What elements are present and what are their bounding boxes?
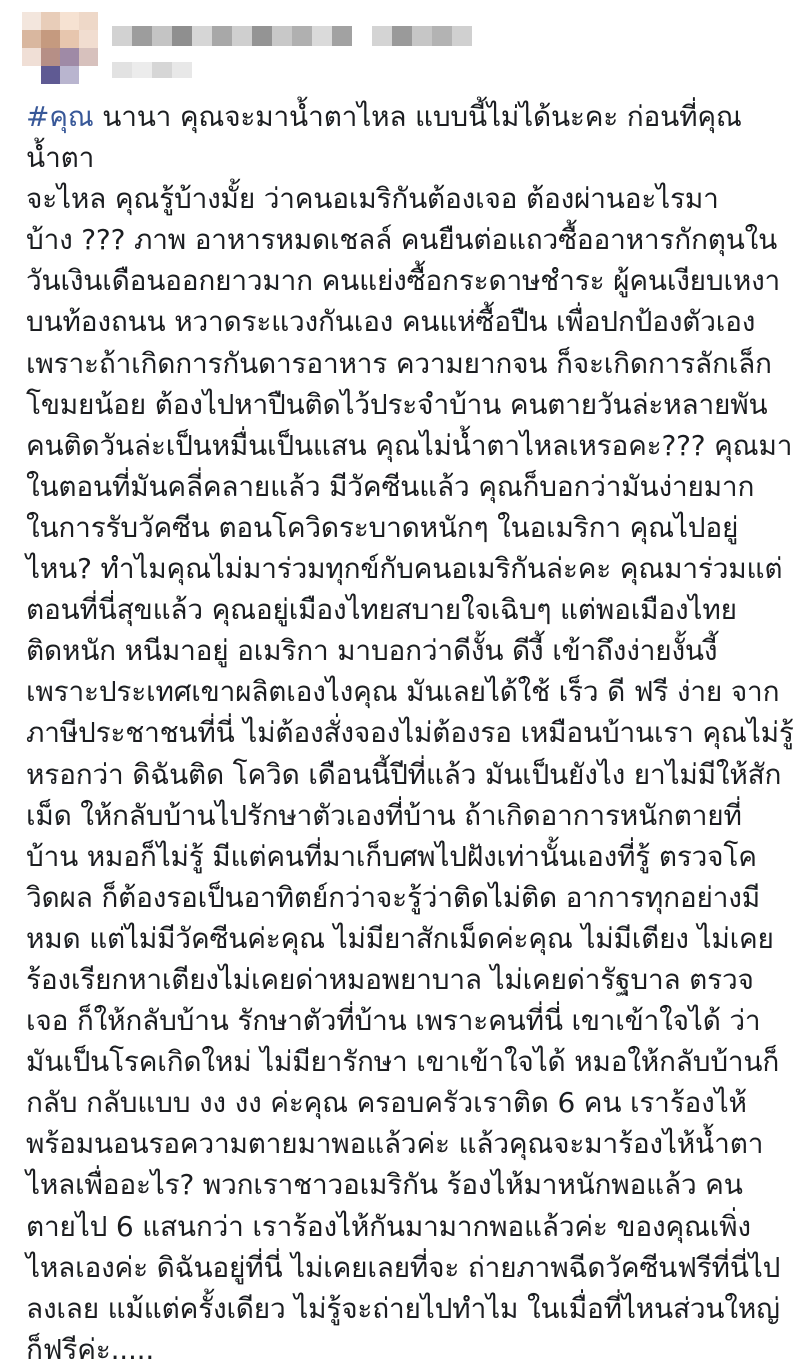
hashtag-link[interactable]: #คุณ: [26, 100, 94, 133]
post-body: [26, 96, 794, 1366]
post-header: [0, 0, 800, 95]
avatar[interactable]: [22, 12, 98, 84]
post-message: นานา คุณจะมาน้ำตาไหล แบบนี้ไม่ได้นะคะ ก่อนที่คุณน้ำตา จะไหล คุณรู้บ้างมั้ย ว่าคนอเมริกันต้องเจอ ต้องผ่านอะไรมา บ้าง ??? ภาพ อาหารหมดเชลล์ คนยืนต่อแถวซื้ออาหารกักตุนใน วันเงินเดือนออกยาวมาก คนแย่งซื้อกระดาษชำระ ผู้คนเงียบเหงา บนท้องถนน หวาดระแวงกันเอง คนแห่ซื้อปืน เพื่อปกป้องตัวเอง เพราะถ้าเกิดการกันดารอาหาร ความยากจน ก็จะเกิดการลักเล็ก โขมยน้อย ต้องไปหาปืนติดไว้ประจำบ้าน คนตายวันล่ะหลายพัน คนติดวันล่ะเป็นหมื่นเป็นแสน คุณไม่น้ำตาไหลเหรอคะ??? คุณมา ในตอนที่มันคลี่คลายแล้ว มีวัคซีนแล้ว คุณก็บอกว่ามันง่ายมาก ในการรับวัคซีน ตอนโควิดระบาดหนักๆ ในอเมริกา คุณไปอยู่ ไหน? ทำไมคุณไม่มาร่วมทุกข์กับคนอเมริกันล่ะคะ คุณมาร่วมแต่ ตอนที่นี่สุขแล้ว คุณอยู่เมืองไทยสบายใจเฉิบๆ แต่พอเมืองไทย ติดหนัก หนีมาอยู่ อเมริกา มาบอกว่าดีงั้น ดีงี้ เข้าถึงง่ายงั้นงี้ เพราะประเทศเขาผลิตเองไงคุณ มันเลยได้ใช้ เร็ว ดี ฟรี ง่าย จาก ภาษีประชาชนที่นี่ ไม่ต้องสั่งจองไม่ต้องรอ เหมือนบ้านเรา คุณไม่รู้ หรอกว่า ดิฉันติด โควิด เดือนนี้ปีที่แล้ว มันเป็นยังไง ยาไม่มีให้สัก เม็ด ให้กลับบ้านไปรักษาตัวเองที่บ้าน ถ้าเกิดอาการหนักตายที่ บ้าน หมอก็ไม่รู้ มีแต่คนที่มาเก็บศพไปฝังเท่านั้นเองที่รู้ ตรวจโค วิดผล ก็ต้องรอเป็นอาทิตย์กว่าจะรู้ว่าติดไม่ติด อาการทุกอย่างมี หมด แต่ไม่มีวัคซีนค่ะคุณ ไม่มียาสักเม็ดค่ะคุณ ไม่มีเตียง ไม่เคย ร้องเรียกหาเตียงไม่เคยด่าหมอพยาบาล ไม่เคยด่ารัฐบาล ตรวจ เจอ ก็ให้กลับบ้าน รักษาตัวที่บ้าน เพราะคนที่นี่ เขาเข้าใจได้ ว่า มันเป็นโรคเกิดใหม่ ไม่มียารักษา เขาเข้าใจได้ หมอให้กลับบ้านก็ กลับ กลับแบบ งง งง ค่ะคุณ ครอบครัวเราติด 6 คน เราร้องไห้ พร้อมนอนรอความตายมาพอแล้วค่ะ แล้วคุณจะมาร้องไห้น้ำตา ไหลเพื่ออะไร? พวกเราชาวอเมริกัน ร้องไห้มาหนักพอแล้ว คน ตายไป 6 แสนกว่า เราร้องไห้กันมามากพอแล้วค่ะ ของคุณเพิ่ง ไหลเองค่ะ ดิฉันอยู่ที่นี่ ไม่เคยเลยที่จะ ถ่ายภาพฉีดวัคซีนฟรีที่นี่ไป ลงเลย แม้แต่ครั้งเดียว ไม่รู้จะถ่ายไปทำไม ในเมื่อที่ไหนส่วนใหญ่ ก็ฟรีค่ะ.....: [26, 100, 794, 1366]
post-timestamp[interactable]: [112, 62, 192, 78]
author-name[interactable]: [112, 26, 472, 46]
post-text: [26, 96, 794, 1370]
